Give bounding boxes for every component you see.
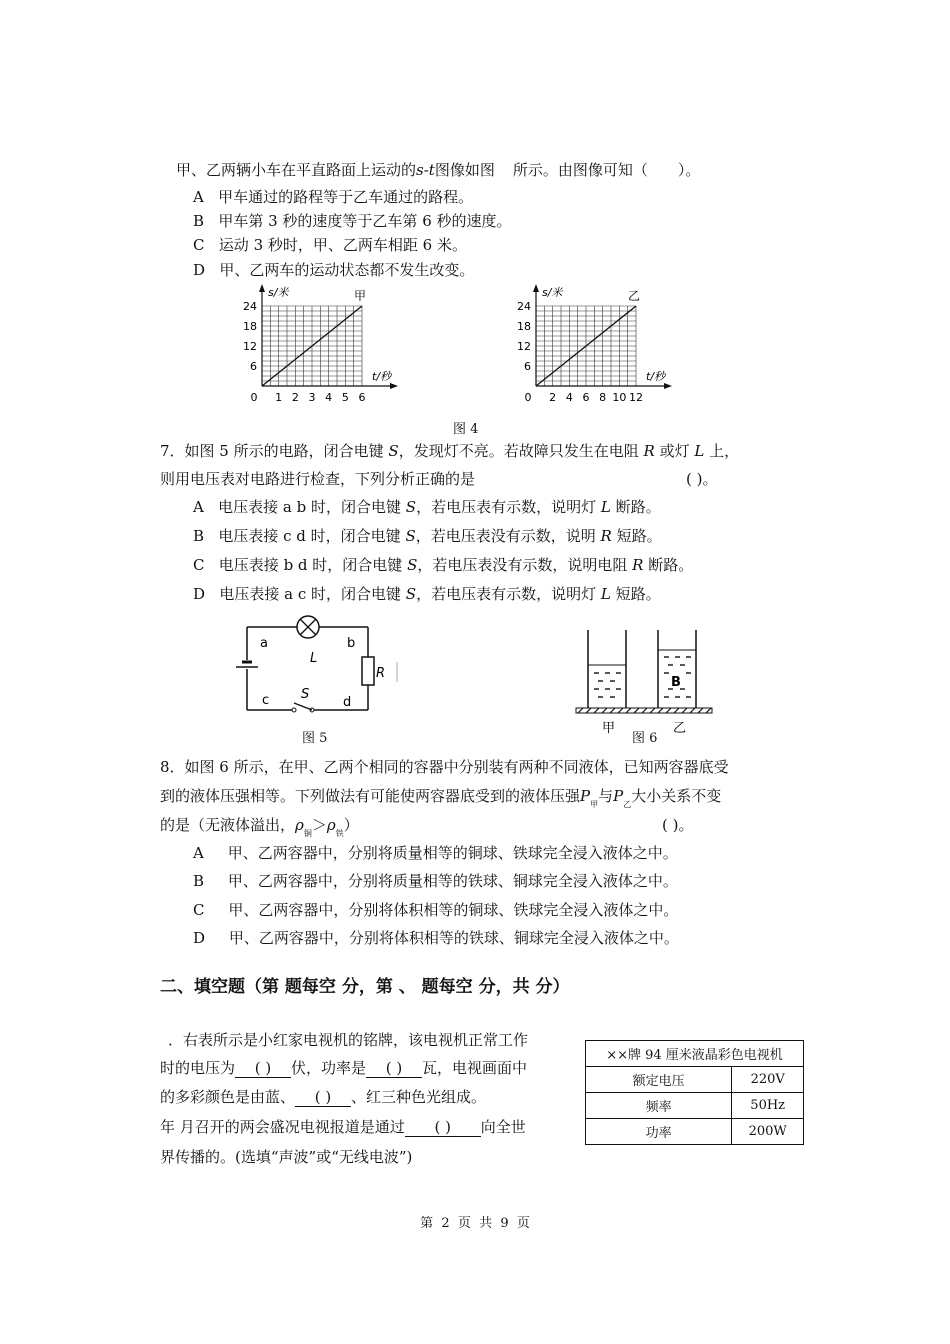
x-tick-label: 12 [629, 391, 643, 404]
chart-jia [238, 282, 408, 410]
nameplate-title: ××牌 94 厘米液晶彩色电视机 [586, 1041, 804, 1067]
chart-title: 甲 [354, 289, 367, 303]
x-tick-label: 6 [358, 391, 366, 404]
label-S: S [301, 687, 310, 702]
x-tick-label: 6 [582, 391, 590, 404]
y-tick-label: 12 [243, 340, 257, 353]
figure-6-containers [572, 625, 717, 735]
y-axis-arrow [259, 284, 265, 292]
y-tick-label: 12 [517, 340, 531, 353]
y-tick-label: 6 [250, 360, 257, 373]
blank-power[interactable]: ( ) [366, 1059, 422, 1078]
q9-line1: ．右表所示是小红家电视机的铭牌，该电视机正常工作 [168, 1031, 529, 1049]
q9-line2: 时的电压为 ( ) 伏，功率是 ( ) 瓦，电视画面中 [160, 1059, 528, 1077]
nameplate-label: 额定电压 [586, 1067, 732, 1093]
x-tick-label: 4 [325, 391, 333, 404]
q8-option-b: B 甲、乙两容器中，分别将质量相等的铁球、铜球完全浸入液体之中。 [193, 872, 678, 890]
switch-icon [294, 703, 312, 710]
x-tick-label: 1 [275, 391, 283, 404]
label-B: B [671, 675, 681, 690]
nameplate-value: 220V [732, 1067, 804, 1093]
x-axis-arrow [664, 383, 672, 389]
label-c: c [262, 693, 270, 708]
x-tick-label: 5 [341, 391, 349, 404]
page-footer: 第 2 页 共 9 页 [420, 1216, 530, 1231]
label-b: b [347, 636, 356, 651]
q8-option-d: D 甲、乙两容器中，分别将体积相等的铁球、铜球完全浸入液体之中。 [193, 929, 679, 947]
x-tick-label: 2 [549, 391, 557, 404]
q6-option-b: B 甲车第 3 秒的速度等于乙车第 6 秒的速度。 [193, 212, 512, 230]
q8-stem-line2: 到的液体压强相等。下列做法有可能使两容器底受到的液体压强$P_甲$与$P_乙$大小关系不变 [160, 787, 722, 809]
label-d: d [343, 695, 352, 710]
x-tick-label: 0 [524, 391, 532, 404]
x-tick-label: 4 [565, 391, 573, 404]
q7-option-d: D 电压表接 a c 时，闭合电键 S，若电压表有示数，说明灯 L 短路。 [193, 585, 661, 603]
q6-option-c: C 运动 3 秒时，甲、乙两车相距 6 米。 [193, 236, 467, 254]
label-a: a [260, 636, 268, 651]
resistor-icon [362, 657, 374, 685]
q9-line5: 界传播的。(选填“声波”或“无线电波”) [160, 1148, 413, 1166]
q7-option-a: A 电压表接 a b 时，闭合电键 S，若电压表有示数，说明灯 L 断路。 [193, 498, 661, 516]
q6-stem: 甲、乙两辆小车在平直路面上运动的s-t图像如图 所示。由图像可知（ ）。 [176, 161, 701, 179]
y-tick-label: 18 [517, 320, 531, 333]
y-tick-label: 24 [517, 300, 531, 313]
label-jia: 甲 [602, 721, 616, 735]
x-axis-label: t/秒 [646, 370, 666, 383]
figure-4-caption: 图 4 [453, 422, 479, 437]
x-axis-arrow [390, 383, 398, 389]
q9-line3: 的多彩颜色是由蓝、 ( ) 、红三种色光组成。 [160, 1088, 487, 1106]
y-axis-label: s/米 [268, 286, 289, 299]
q7-option-b: B 电压表接 c d 时，闭合电键 S，若电压表没有示数，说明 R 短路。 [193, 527, 662, 545]
figure-6-caption: 图 6 [632, 731, 658, 746]
y-axis-arrow [533, 284, 539, 292]
q6-option-d: D 甲、乙两车的运动状态都不发生改变。 [193, 261, 475, 279]
y-tick-label: 6 [524, 360, 531, 373]
label-R: R [376, 666, 386, 681]
nameplate-label: 功率 [586, 1119, 732, 1145]
x-tick-label: 10 [612, 391, 627, 404]
label-L: L [310, 651, 318, 666]
q7-stem-line2: 则用电压表对电路进行检查，下列分析正确的是 [160, 470, 476, 488]
q8-stem-line1: 8．如图 6 所示，在甲、乙两个相同的容器中分别装有两种不同液体，已知两容器底受 [160, 758, 729, 776]
section-2-heading: 二、填空题（第 题每空 分，第 、 题每空 分，共 分） [160, 977, 570, 997]
q6-option-a: A 甲车通过的路程等于乙车通过的路程。 [193, 188, 474, 206]
chart-title: 乙 [628, 289, 641, 303]
tv-nameplate-table [585, 1040, 804, 1145]
figure-5-circuit [222, 612, 407, 722]
figure-5-caption: 图 5 [302, 731, 328, 746]
q8-stem-line3: 的是（无液体溢出，$\rho_铜>\rho_铁$） [160, 816, 359, 838]
x-axis-label: t/秒 [372, 370, 392, 383]
y-tick-label: 18 [243, 320, 257, 333]
q9-line4: 年 月召开的两会盛况电视报道是通过 ( ) 向全世 [160, 1118, 526, 1136]
q7-answer-paren: ( )。 [686, 470, 718, 488]
x-tick-label: 2 [291, 391, 299, 404]
nameplate-value: 50Hz [732, 1093, 804, 1119]
blank-voltage[interactable]: ( ) [235, 1059, 291, 1078]
q7-stem-line1: 7．如图 5 所示的电路，闭合电键 S，发现灯不亮。若故障只发生在电阻 R 或灯 L 上， [160, 442, 740, 460]
blank-medium[interactable]: ( ) [405, 1118, 481, 1137]
nameplate-value: 200W [732, 1119, 804, 1145]
x-tick-label: 0 [250, 391, 258, 404]
q8-option-c: C 甲、乙两容器中，分别将体积相等的铜球、铁球完全浸入液体之中。 [193, 901, 679, 919]
x-tick-label: 3 [308, 391, 316, 404]
q7-option-c: C 电压表接 b d 时，闭合电键 S，若电压表没有示数，说明电阻 R 断路。 [193, 556, 694, 574]
q8-option-a: A 甲、乙两容器中，分别将质量相等的铜球、铁球完全浸入液体之中。 [193, 844, 678, 862]
x-tick-label: 8 [599, 391, 607, 404]
blank-color[interactable]: ( ) [295, 1088, 351, 1107]
y-tick-label: 24 [243, 300, 257, 313]
nameplate-label: 频率 [586, 1093, 732, 1119]
q8-answer-paren: ( )。 [662, 816, 694, 834]
chart-yi [512, 282, 682, 410]
y-axis-label: s/米 [542, 286, 563, 299]
label-yi: 乙 [673, 721, 687, 735]
